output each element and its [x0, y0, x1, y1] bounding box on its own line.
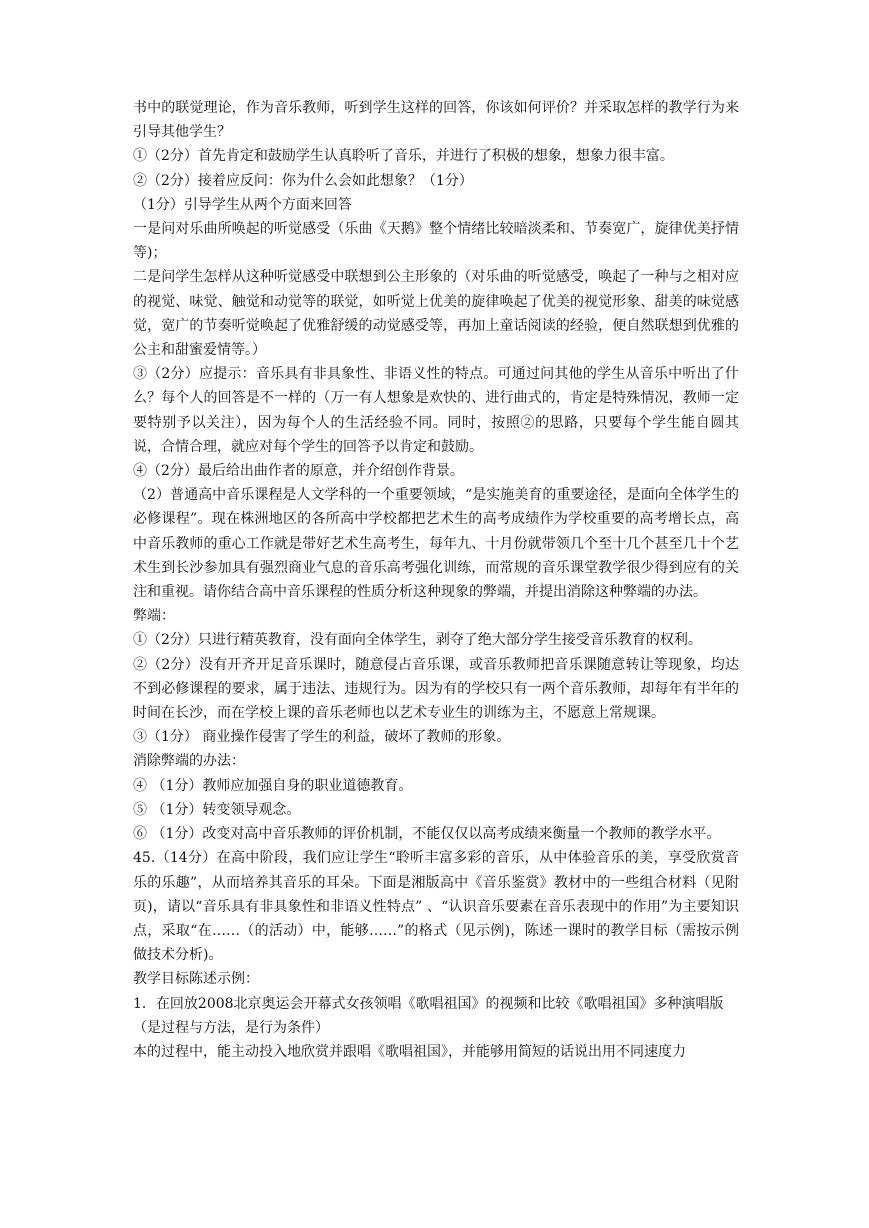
paragraph: （2）普通高中音乐课程是人文学科的一个重要领域，“是实施美育的重要途径，是面向全体学生的必修课程”。现在株洲地区的各所高中学校都把艺术生的高考成绩作为学校重要的高考增长点，高中音乐教师的重心工作就是带好艺术生高考生，每年九、十月份就带领几个至十几个甚至几十个艺术生到长沙参加具有强烈商业气息的音乐高考强化训练，而常规的音乐课堂教学很少得到应有的关注和重视。请你结合高中音乐课程的性质分析这种现象的弊端，并提出消除这种弊端的办法。 [133, 487, 739, 601]
paragraph: ⑥ （1分）改变对高中音乐教师的评价机制，不能仅仅以高考成绩来衡量一个教师的教学水平。 [133, 826, 721, 843]
paragraph: ③（2分）应提示：音乐具有非具象性、非语义性的特点。可通过问其他的学生从音乐中听出了什么？每个人的回答是不一样的（万一有人想象是欢快的、进行曲式的，肯定是特殊情况，教师一定要特别予以关注），因为每个人的生活经验不同。同时，按照②的思路，只要每个学生能自圆其说，合情合理，就应对每个学生的回答予以肯定和鼓励。 [133, 366, 739, 455]
section-heading: 弊端： [133, 608, 175, 625]
paragraph: （是过程与方法，是行为条件） [133, 1019, 329, 1036]
paragraph: ②（2分）没有开齐开足音乐课时，随意侵占音乐课，或音乐教师把音乐课随意转让等现象，均达不到必修课程的要求，属于违法、违规行为。因为有的学校只有一两个音乐教师，却每年有半年的时间在长沙，而在学校上课的音乐老师也以艺术专业生的训练为主，不愿意上常规课。 [133, 656, 739, 722]
paragraph: 本的过程中，能主动投入地欣赏并跟唱《歌唱祖国》，并能够用简短的话说出用不同速度力 [133, 1043, 686, 1060]
paragraph: 书中的联觉理论，作为音乐教师，听到学生这样的回答，你该如何评价？并采取怎样的教学行为来引导其他学生？ [133, 100, 739, 141]
question-paragraph: 45.（14分）在高中阶段，我们应让学生“聆听丰富多彩的音乐，从中体验音乐的美，享受欣赏音乐的乐趣”，从而培养其音乐的耳朵。下面是湘版高中《音乐鉴赏》教材中的一些组合材料（见附页)，请以“音乐具有非具象性和非语义性特点” 、“认识音乐要素在音乐表现中的作用”为主要知识点，采取“在……（的活动）中，能够……”的格式（见示例)，陈述一课时的教学目标（需按示例做技术分析)。 [133, 850, 739, 964]
paragraph: 一是问对乐曲所唤起的听觉感受（乐曲《天鹅》整个情绪比较暗淡柔和、节奏宽广，旋律优美抒情等)； [133, 221, 739, 262]
paragraph: 1．在回放2008北京奥运会开幕式女孩领唱《歌唱祖国》的视频和比较《歌唱祖国》多种演唱版 [133, 995, 724, 1012]
paragraph: ④（2分）最后给出曲作者的原意，并介绍创作背景。 [133, 463, 464, 480]
paragraph: ①（2分）首先肯定和鼓励学生认真聆听了音乐，并进行了积极的想象，想象力很丰富。 [133, 148, 674, 165]
paragraph: ⑤ （1分）转变领导观念。 [133, 801, 301, 818]
paragraph: ②（2分）接着应反问：你为什么会如此想象？（1分） [133, 172, 473, 189]
paragraph: ①（2分）只进行精英教育，没有面向全体学生，剥夺了绝大部分学生接受音乐教育的权利。 [133, 632, 702, 649]
section-heading: 消除弊端的办法： [133, 753, 245, 770]
paragraph: ③（1分） 商业操作侵害了学生的利益，破坏了教师的形象。 [133, 729, 511, 746]
paragraph: （1分）引导学生从两个方面来回答 [133, 196, 352, 213]
paragraph: 二是问学生怎样从这种听觉感受中联想到公主形象的（对乐曲的听觉感受，唤起了一种与之相对应的视觉、味觉、触觉和动觉等的联觉，如听觉上优美的旋律唤起了优美的视觉形象、甜美的味觉感觉，宽广的节奏听觉唤起了优雅舒缓的动觉感受等，再加上童话阅读的经验，便自然联想到优雅的公主和甜蜜爱情等。） [133, 269, 739, 359]
document-page [133, 96, 739, 1064]
paragraph: ④ （1分）教师应加强自身的职业道德教育。 [133, 777, 413, 794]
section-heading: 教学目标陈述示例： [133, 971, 259, 988]
